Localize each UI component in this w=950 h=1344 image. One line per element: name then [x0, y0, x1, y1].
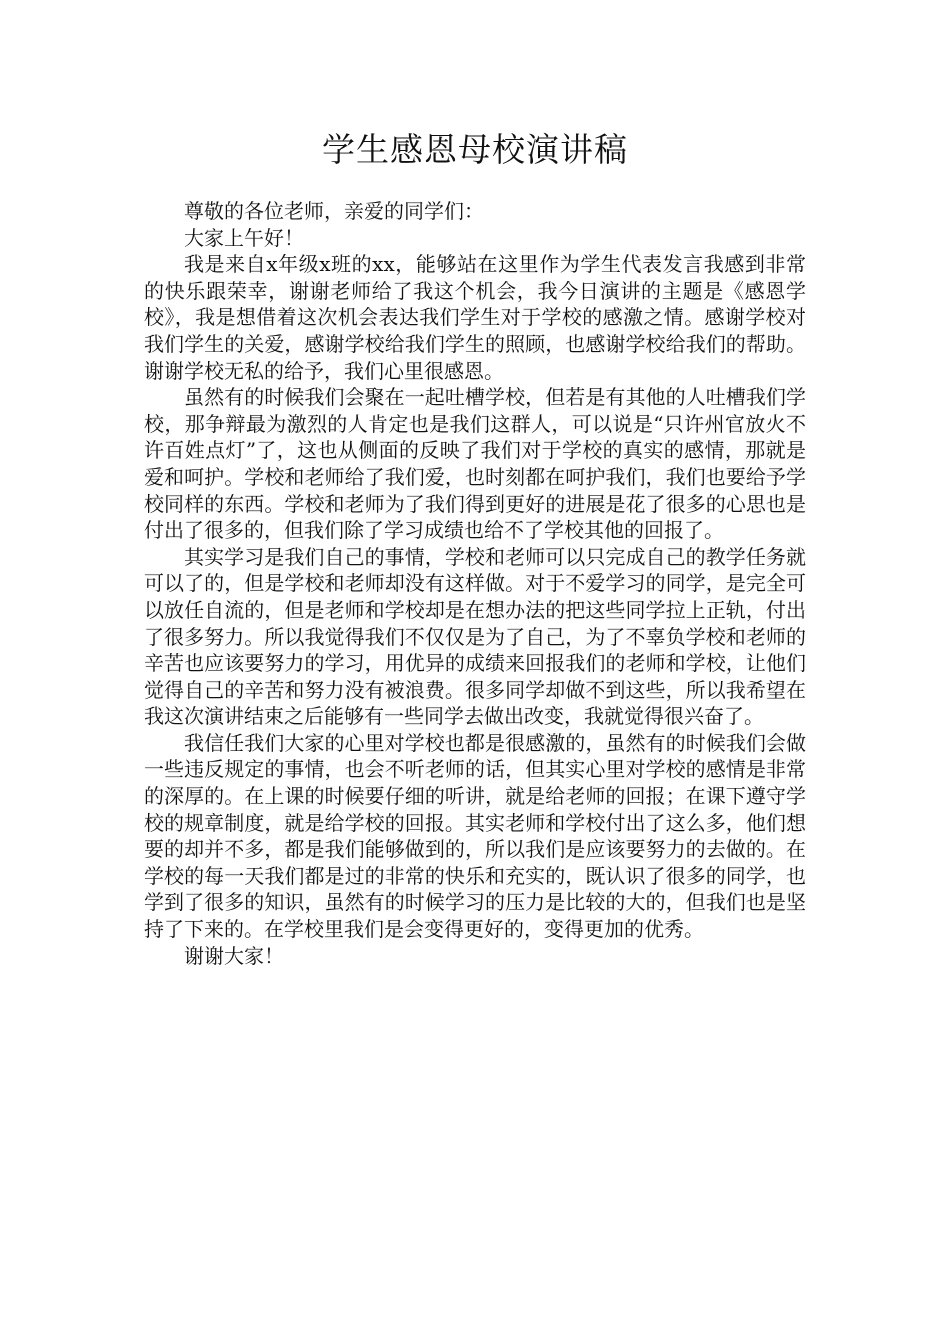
document-title: 学生感恩母校演讲稿 [322, 130, 628, 169]
paragraph: 虽然有的时候我们会聚在一起吐槽学校，但若是有其他的人吐槽我们学校，那争辩最为激烈的人肯定也是我们这群人，可以说是“只许州官放火不许百姓点灯”了，这也从侧面的反映了我们对于学校的真实的感情，那就是爱和呵护。学校和老师给了我们爱，也时刻都在呵护我们，我们也要给予学校同样的东西。学校和老师为了我们得到更好的进展是花了很多的心思也是付出了很多的，但我们除了学习成绩也给不了学校其他的回报了。 [144, 385, 806, 543]
document-body [144, 198, 806, 969]
paragraph: 其实学习是我们自己的事情，学校和老师可以只完成自己的教学任务就可以了的，但是学校和老师却没有这样做。对于不爱学习的同学，是完全可以放任自流的，但是老师和学校却是在想办法的把这些同学拉上正轨，付出了很多努力。所以我觉得我们不仅仅是为了自己，为了不辜负学校和老师的辛苦也应该要努力的学习，用优异的成绩来回报我们的老师和学校，让他们觉得自己的辛苦和努力没有被浪费。很多同学却做不到这些，所以我希望在我这次演讲结束之后能够有一些同学去做出改变，我就觉得很兴奋了。 [144, 544, 806, 729]
salutation: 尊敬的各位老师，亲爱的同学们： [184, 199, 484, 223]
closing: 谢谢大家！ [184, 943, 284, 968]
paragraph: 我是来自x年级x班的xx，能够站在这里作为学生代表发言我感到非常的快乐跟荣幸，谢谢老师给了我这个机会，我今日演讲的主题是《感恩学校》，我是想借着这次机会表达我们学生对于学校的感激之情。感谢学校对我们学生的关爱，感谢学校给我们学生的照顾，也感谢学校给我们的帮助。谢谢学校无私的给予，我们心里很感恩。 [144, 252, 806, 383]
greeting: 大家上午好！ [184, 225, 304, 250]
paragraph: 我信任我们大家的心里对学校也都是很感激的，虽然有的时候我们会做一些违反规定的事情，也会不听老师的话，但其实心里对学校的感情是非常的深厚的。在上课的时候要仔细的听讲，就是给老师的回报；在课下遵守学校的规章制度，就是给学校的回报。其实老师和学校付出了这么多，他们想要的却并不多，都是我们能够做到的，所以我们是应该要努力的去做的。在学校的每一天我们都是过的非常的快乐和充实的，既认识了很多的同学，也学到了很多的知识，虽然有的时候学习的压力是比较的大的，但我们也是坚持了下来的。在学校里我们是会变得更好的，变得更加的优秀。 [144, 730, 806, 942]
